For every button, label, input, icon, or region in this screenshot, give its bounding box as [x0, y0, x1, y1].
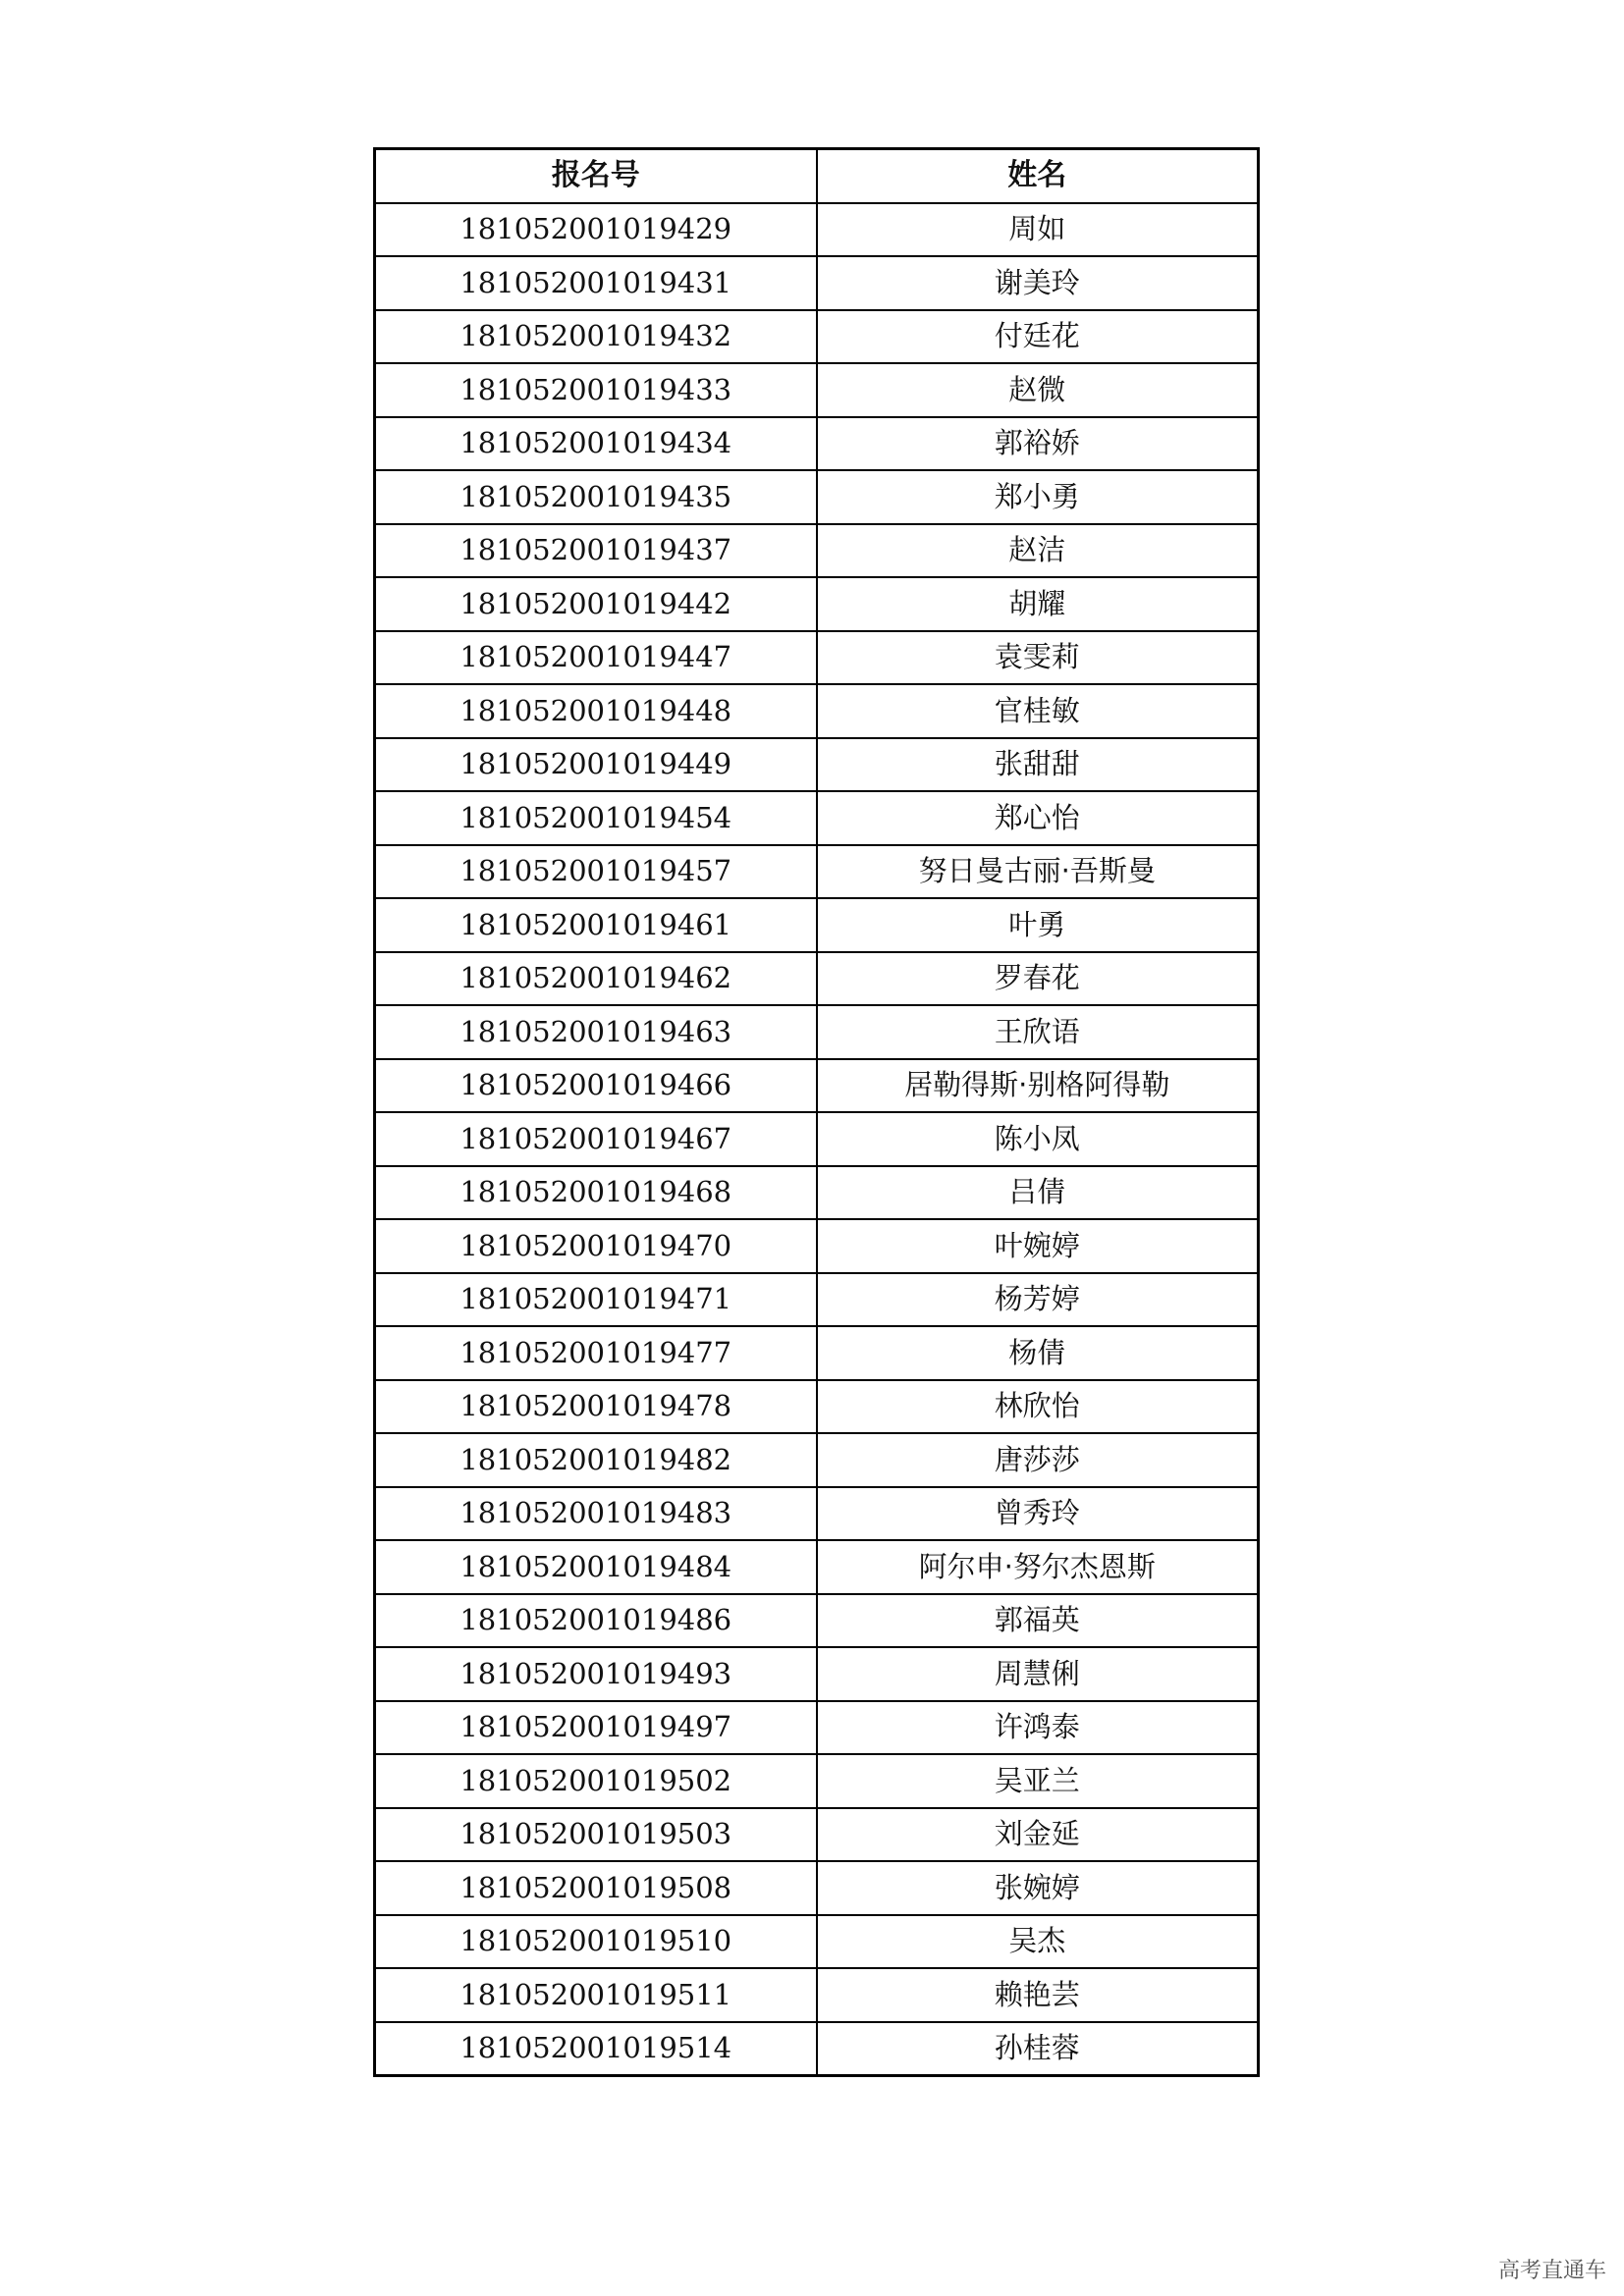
table-row — [375, 1540, 1259, 1594]
name-cell: 叶婉婷 — [817, 1219, 1259, 1273]
name-cell: 袁雯莉 — [817, 631, 1259, 685]
name-cell: 郭福英 — [817, 1594, 1259, 1648]
name-cell: 叶勇 — [817, 898, 1259, 952]
registration-number-cell: 181052001019514 — [375, 2022, 817, 2076]
header-name: 姓名 — [817, 149, 1259, 203]
table-row — [375, 1005, 1259, 1059]
registration-number-cell: 181052001019432 — [375, 310, 817, 364]
roster-table — [373, 147, 1260, 2077]
table-row — [375, 1326, 1259, 1380]
table-row — [375, 1433, 1259, 1487]
name-cell: 唐莎莎 — [817, 1433, 1259, 1487]
table-row — [375, 1861, 1259, 1915]
registration-number-cell: 181052001019493 — [375, 1647, 817, 1701]
registration-number-cell: 181052001019471 — [375, 1273, 817, 1327]
table-row — [375, 845, 1259, 899]
table-row — [375, 1166, 1259, 1220]
name-cell: 张甜甜 — [817, 738, 1259, 792]
registration-number-cell: 181052001019511 — [375, 1968, 817, 2022]
name-cell: 赖艳芸 — [817, 1968, 1259, 2022]
name-cell: 许鸿泰 — [817, 1701, 1259, 1755]
name-cell: 官桂敏 — [817, 684, 1259, 738]
table-row — [375, 952, 1259, 1006]
registration-number-cell: 181052001019462 — [375, 952, 817, 1006]
name-cell: 居勒得斯·别格阿得勒 — [817, 1059, 1259, 1113]
table-row — [375, 363, 1259, 417]
table-row — [375, 524, 1259, 578]
registration-number-cell: 181052001019434 — [375, 417, 817, 471]
table-row — [375, 1808, 1259, 1862]
table-row — [375, 1487, 1259, 1541]
table-row — [375, 1594, 1259, 1648]
name-cell: 杨倩 — [817, 1326, 1259, 1380]
registration-number-cell: 181052001019435 — [375, 470, 817, 524]
registration-number-cell: 181052001019457 — [375, 845, 817, 899]
name-cell: 郑小勇 — [817, 470, 1259, 524]
registration-number-cell: 181052001019508 — [375, 1861, 817, 1915]
table-row — [375, 577, 1259, 631]
registration-number-cell: 181052001019477 — [375, 1326, 817, 1380]
watermark-text: 高考直通车 — [1497, 2259, 1606, 2283]
registration-number-cell: 181052001019463 — [375, 1005, 817, 1059]
registration-number-cell: 181052001019454 — [375, 791, 817, 845]
registration-number-cell: 181052001019431 — [375, 256, 817, 310]
name-cell: 周慧俐 — [817, 1647, 1259, 1701]
registration-number-cell: 181052001019497 — [375, 1701, 817, 1755]
name-cell: 努日曼古丽·吾斯曼 — [817, 845, 1259, 899]
name-cell: 吕倩 — [817, 1166, 1259, 1220]
table-row — [375, 684, 1259, 738]
table-body — [375, 203, 1259, 2076]
registration-number-cell: 181052001019449 — [375, 738, 817, 792]
name-cell: 张婉婷 — [817, 1861, 1259, 1915]
table-row — [375, 1380, 1259, 1434]
table-row — [375, 738, 1259, 792]
table-row — [375, 631, 1259, 685]
table-row — [375, 310, 1259, 364]
registration-number-cell: 181052001019478 — [375, 1380, 817, 1434]
name-cell: 谢美玲 — [817, 256, 1259, 310]
registration-number-cell: 181052001019433 — [375, 363, 817, 417]
registration-number-cell: 181052001019483 — [375, 1487, 817, 1541]
name-cell: 杨芳婷 — [817, 1273, 1259, 1327]
name-cell: 吴杰 — [817, 1915, 1259, 1969]
table-header — [375, 149, 1259, 203]
table-row — [375, 1273, 1259, 1327]
table-row — [375, 417, 1259, 471]
table-row — [375, 1701, 1259, 1755]
table-row — [375, 898, 1259, 952]
name-cell: 罗春花 — [817, 952, 1259, 1006]
registration-number-cell: 181052001019482 — [375, 1433, 817, 1487]
header-row — [375, 149, 1259, 203]
registration-number-cell: 181052001019484 — [375, 1540, 817, 1594]
table-row — [375, 1112, 1259, 1166]
table-row — [375, 470, 1259, 524]
name-cell: 吴亚兰 — [817, 1754, 1259, 1808]
table-row — [375, 203, 1259, 257]
header-registration-number: 报名号 — [375, 149, 817, 203]
table-row — [375, 1754, 1259, 1808]
name-cell: 刘金延 — [817, 1808, 1259, 1862]
table-row — [375, 1647, 1259, 1701]
registration-number-cell: 181052001019510 — [375, 1915, 817, 1969]
registration-number-cell: 181052001019448 — [375, 684, 817, 738]
name-cell: 林欣怡 — [817, 1380, 1259, 1434]
registration-number-cell: 181052001019502 — [375, 1754, 817, 1808]
name-cell: 郑心怡 — [817, 791, 1259, 845]
name-cell: 赵洁 — [817, 524, 1259, 578]
registration-number-cell: 181052001019429 — [375, 203, 817, 257]
name-cell: 阿尔申·努尔杰恩斯 — [817, 1540, 1259, 1594]
registration-number-cell: 181052001019447 — [375, 631, 817, 685]
registration-number-cell: 181052001019461 — [375, 898, 817, 952]
name-cell: 赵微 — [817, 363, 1259, 417]
table-row — [375, 1915, 1259, 1969]
registration-number-cell: 181052001019486 — [375, 1594, 817, 1648]
table-row — [375, 1968, 1259, 2022]
registration-number-cell: 181052001019437 — [375, 524, 817, 578]
name-cell: 胡耀 — [817, 577, 1259, 631]
name-cell: 王欣语 — [817, 1005, 1259, 1059]
name-cell: 陈小凤 — [817, 1112, 1259, 1166]
registration-number-cell: 181052001019470 — [375, 1219, 817, 1273]
name-cell: 周如 — [817, 203, 1259, 257]
name-cell: 曾秀玲 — [817, 1487, 1259, 1541]
name-cell: 郭裕娇 — [817, 417, 1259, 471]
table-row — [375, 2022, 1259, 2076]
registration-number-cell: 181052001019467 — [375, 1112, 817, 1166]
name-cell: 付廷花 — [817, 310, 1259, 364]
registration-number-cell: 181052001019442 — [375, 577, 817, 631]
registration-number-cell: 181052001019468 — [375, 1166, 817, 1220]
registration-number-cell: 181052001019466 — [375, 1059, 817, 1113]
name-cell: 孙桂蓉 — [817, 2022, 1259, 2076]
registration-number-cell: 181052001019503 — [375, 1808, 817, 1862]
table-row — [375, 1059, 1259, 1113]
table-row — [375, 1219, 1259, 1273]
table-row — [375, 791, 1259, 845]
table-row — [375, 256, 1259, 310]
